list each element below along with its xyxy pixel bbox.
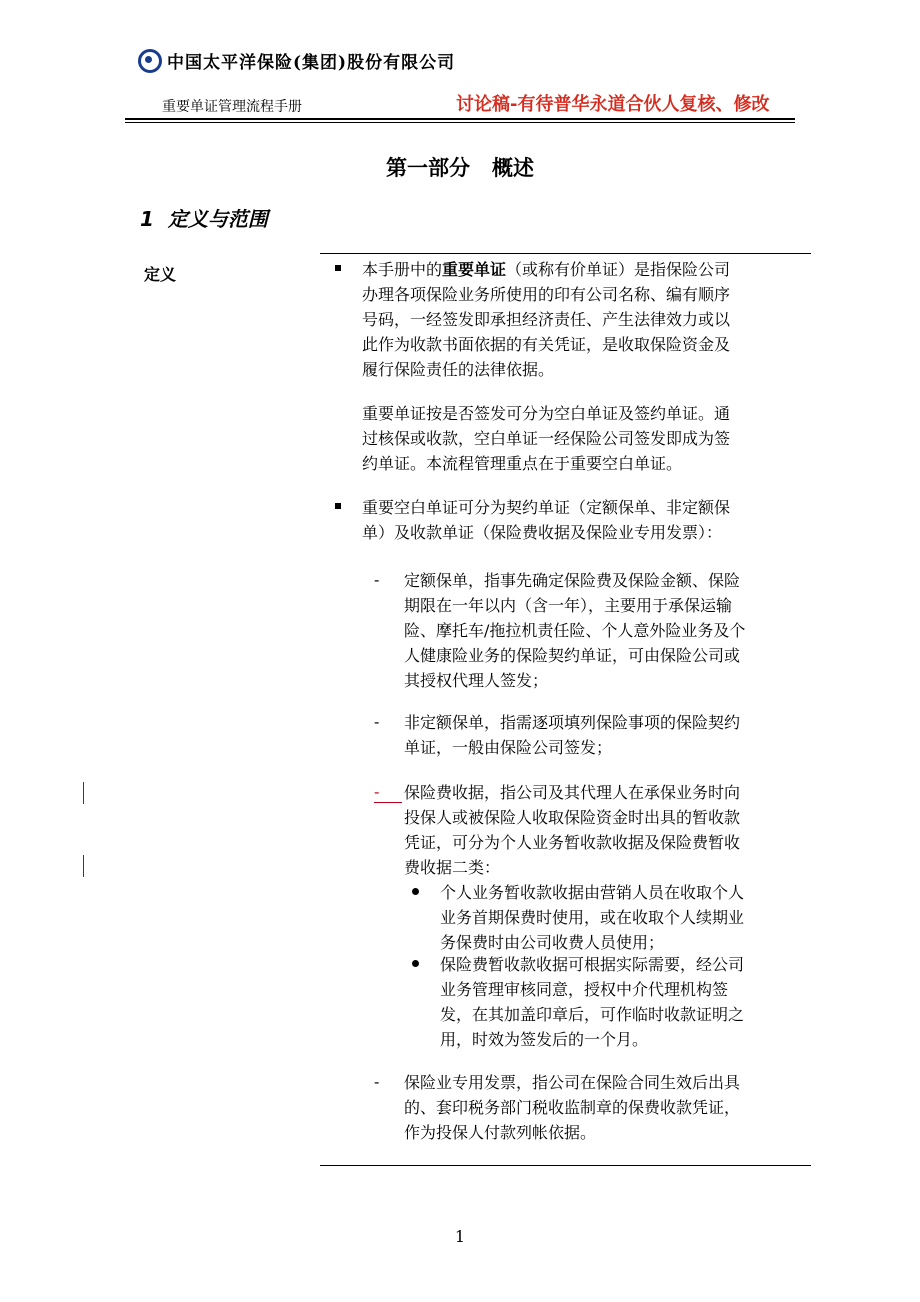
bullet-1-paragraph-2 [362, 401, 802, 476]
bullet-1-line: 此作为收款书面依据的有关凭证，是收取保险资金及 [362, 335, 731, 354]
sub-line: 的、套印税务部门税收监制章的保费收款凭证， [404, 1098, 741, 1117]
sub-line: 投保人或被保险人收取保险资金时出具的暂收款 [404, 808, 741, 827]
square-bullet-icon [335, 503, 341, 509]
section-title: 定义与范围 [167, 207, 268, 231]
paragraph-line: 重要单证按是否签发可分为空白单证及签约单证。通 [362, 404, 731, 423]
header-rule-thin [125, 122, 795, 123]
sub-line: 人健康险业务的保险契约单证，可由保险公司或 [404, 646, 741, 665]
draft-note: 讨论稿-有待普华永道合伙人复核、修改 [456, 94, 770, 115]
sub-item-premium-receipt [404, 780, 804, 880]
round-bullet-icon [412, 960, 419, 967]
sub-line: 险、摩托车/拖拉机责任险、个人意外险业务及个 [404, 621, 746, 640]
dot-item-premium-receipt [440, 952, 805, 1052]
dash-marker: - [374, 570, 380, 589]
dot-line: 业务管理审核同意，授权中介代理机构签 [440, 980, 729, 999]
sub-line: 凭证，可分为个人业务暂收款收据及保险费暂收 [404, 833, 741, 852]
part-title [0, 152, 920, 182]
sub-line: 作为投保人付款列帐依据。 [404, 1123, 597, 1142]
dash-marker: - [374, 1072, 380, 1091]
dot-line: 发，在其加盖印章后，可作临时收款证明之 [440, 1005, 745, 1024]
track-change-bar [83, 855, 84, 877]
bullet-2-line: 重要空白单证可分为契约单证（定额保单、非定额保 [362, 498, 731, 517]
manual-title: 重要单证管理流程手册 [162, 99, 302, 115]
sub-line: 保险业专用发票，指公司在保险合同生效后出具 [404, 1073, 741, 1092]
definition-label: 定义 [144, 265, 177, 284]
dash-marker: - [374, 712, 380, 731]
page-number: 1 [454, 1227, 466, 1246]
sub-line: 其授权代理人签发； [404, 671, 549, 690]
bullet-2-text [362, 495, 802, 545]
track-change-bar [83, 782, 84, 804]
sub-line: 定额保单，指事先确定保险费及保险金额、保险 [404, 571, 741, 590]
dot-line: 业务首期保费时使用，或在收取个人续期业 [440, 908, 745, 927]
sub-line: 期限在一年以内（含一年），主要用于承保运输 [404, 596, 733, 615]
round-bullet-icon [412, 888, 419, 895]
bullet-1-line: 号码，一经签发即承担经济责任、产生法律效力或以 [362, 310, 731, 329]
bullet-1-line: 本手册中的重要单证（或称有价单证）是指保险公司 [362, 260, 731, 279]
logo-icon [138, 49, 162, 73]
dot-line: 个人业务暂收款收据由营销人员在收取个人 [440, 883, 745, 902]
sub-item-special-invoice [404, 1070, 804, 1145]
section-number: 1 [140, 207, 154, 231]
paragraph-line: 约单证。本流程管理重点在于重要空白单证。 [362, 454, 683, 473]
sub-line: 单证，一般由保险公司签发； [404, 738, 613, 757]
dot-line: 务保费时由公司收费人员使用； [440, 933, 665, 952]
part-label: 第一部分 [386, 156, 470, 180]
company-logo [138, 48, 455, 73]
bullet-1-line: 办理各项保险业务所使用的印有公司名称、编有顺序 [362, 285, 731, 304]
header-rule-thick [125, 118, 795, 120]
company-name: 中国太平洋保险(集团)股份有限公司 [167, 53, 456, 73]
bullet-1-line: 履行保险责任的法律依据。 [362, 360, 555, 379]
bullet-1-text [362, 257, 802, 382]
dot-line: 保险费暂收款收据可根据实际需要，经公司 [440, 955, 745, 974]
column-bottom-rule [320, 1165, 811, 1166]
dash-marker: - [374, 782, 380, 801]
bold-term: 重要单证 [442, 260, 507, 279]
bullet-2-line: 单）及收款单证（保险费收据及保险业专用发票）： [362, 523, 723, 542]
sub-item-fixed-policy [404, 568, 804, 693]
dot-line: 用，时效为签发后的一个月。 [440, 1030, 649, 1049]
sub-line: 保险费收据，指公司及其代理人在承保业务时向 [404, 783, 741, 802]
square-bullet-icon [335, 265, 341, 271]
column-top-rule [320, 253, 811, 254]
section-heading [140, 203, 268, 232]
paragraph-line: 过核保或收款，空白单证一经保险公司签发即成为签 [362, 429, 731, 448]
sub-item-variable-policy [404, 710, 804, 760]
track-change-underline [374, 802, 402, 803]
sub-line: 非定额保单，指需逐项填列保险事项的保险契约 [404, 713, 741, 732]
sub-line: 费收据二类： [404, 858, 501, 877]
dot-item-personal-receipt [440, 880, 805, 955]
part-name: 概述 [492, 156, 534, 180]
